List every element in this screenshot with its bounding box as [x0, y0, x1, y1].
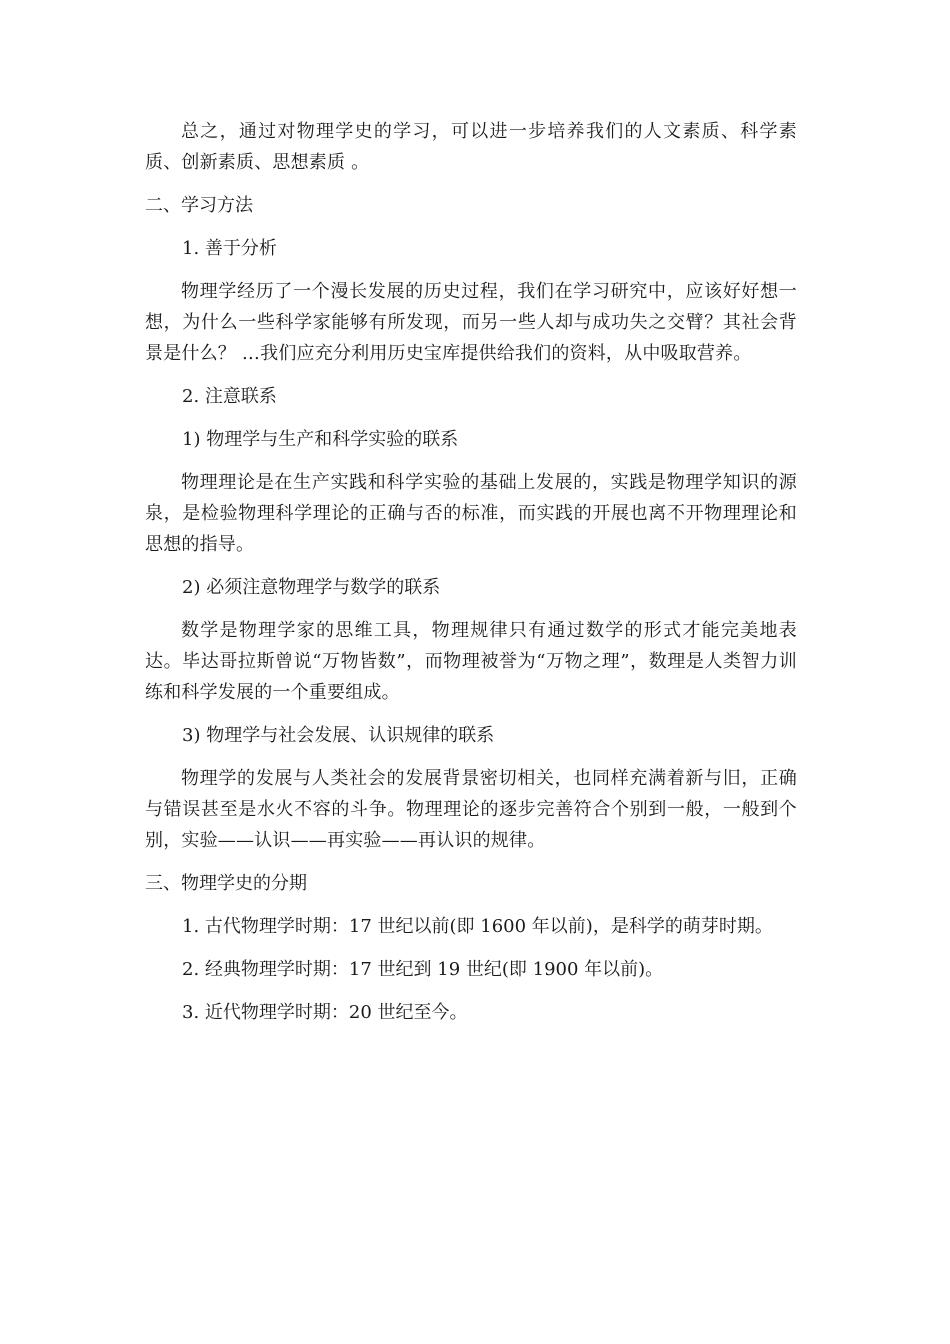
item-title-mathematics: 2) 必须注意物理学与数学的联系: [182, 577, 441, 598]
document-body: [145, 116, 797, 1040]
mathematics-paragraph: 数学是物理学家的思维工具，物理规律只有通过数学的形式才能完美地表达。毕达哥拉斯曾说“万物皆数”，而物理被誉为“万物之理”，数理是人类智力训练和科学发展的一个重要组成。: [145, 620, 797, 703]
subsection-title-connections: 2. 注意联系: [182, 386, 277, 407]
period-modern: 3. 近代物理学时期：20 世纪至今。: [182, 1002, 468, 1023]
subsection-title-analysis: 1. 善于分析: [182, 238, 277, 259]
production-experiment-paragraph: 物理理论是在生产实践和科学实验的基础上发展的，实践是物理学知识的源泉，是检验物理科学理论的正确与否的标准，而实践的开展也离不开物理理论和思想的指导。: [145, 472, 797, 555]
item-title-social-development: 3) 物理学与社会发展、认识规律的联系: [182, 725, 495, 746]
section-heading-periods: 三、物理学史的分期: [145, 873, 307, 894]
summary-paragraph: 总之，通过对物理学史的学习，可以进一步培养我们的人文素质、科学素质、创新素质、思想素质 。: [145, 121, 797, 173]
item-title-production-experiment: 1) 物理学与生产和科学实验的联系: [182, 429, 459, 450]
social-development-paragraph: 物理学的发展与人类社会的发展背景密切相关，也同样充满着新与旧，正确与错误甚至是水火不容的斗争。物理理论的逐步完善符合个别到一般，一般到个别，实验——认识——再实验——再认识的规律。: [145, 768, 797, 851]
period-ancient: 1. 古代物理学时期：17 世纪以前(即 1600 年以前)，是科学的萌芽时期。: [182, 916, 773, 937]
period-classical: 2. 经典物理学时期：17 世纪到 19 世纪(即 1900 年以前)。: [182, 959, 664, 980]
section-heading-learning-methods: 二、学习方法: [145, 195, 253, 216]
analysis-paragraph: 物理学经历了一个漫长发展的历史过程，我们在学习研究中，应该好好想一想，为什么一些科学家能够有所发现，而另一些人却与成功失之交臂？其社会背景是什么？ …我们应充分利用历史宝库提供给我们的资料，从中吸取营养。: [145, 281, 797, 364]
